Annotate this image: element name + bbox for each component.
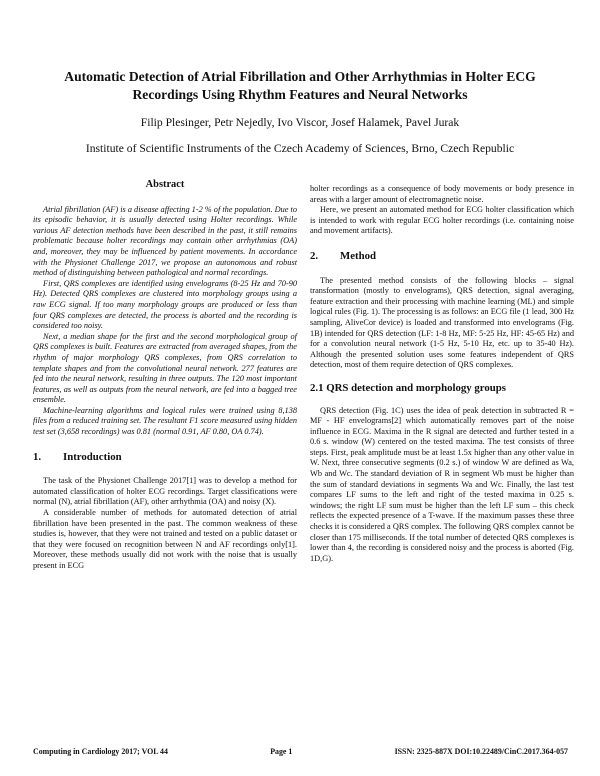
right-column: [310, 184, 574, 564]
introduction-body: [33, 476, 297, 571]
section-title: Method: [340, 249, 376, 262]
page-footer: [33, 747, 568, 756]
paper-title: Automatic Detection of Atrial Fibrillation and Other Arrhythmias in Holter ECG Recordings Using Rhythm Features and Neural Networks: [64, 69, 536, 102]
footer-page-number: Page 1: [270, 747, 293, 756]
body-paragraph: A considerable number of methods for automated detection of atrial fibrillation have been presented in the past. The common weakness of these studies is, however, that they were not trained and tested on a public dataset or that they were focused on recognition between N and AF recordings only[1]. Moreover, these methods usually did not work with the noise that is usually present in ECG: [33, 508, 297, 570]
method-body: [310, 276, 574, 371]
subsection-heading: 2.1 QRS detection and morphology groups: [310, 381, 506, 394]
abstract-paragraph: First, QRS complexes are identified using envelograms (8-25 Hz and 70-90 Hz). Detected QRS complexes are clustered into morphology groups using a raw ECG signal. If too many morphology groups are produced or less than four QRS complexes are detected, the process is aborted and the recording is considered too noisy.: [33, 278, 297, 331]
section-title: Introduction: [63, 450, 122, 463]
abstract-paragraph: Next, a median shape for the first and the second morphological group of QRS complexes is built. Features are extracted from averaged shapes, from the rhythm of major morphology QRS complexes, from QRS correlation to template shapes and from the convolutional neural network. 277 features are fed into the neural network, resulting in three outputs. The 120 most important features, as well as outputs from the neural network, are fed into a bagged tree ensemble.: [33, 331, 297, 405]
qrs-body: [310, 406, 574, 565]
section-number: 1.: [33, 450, 42, 463]
affiliation: Institute of Scientific Instruments of the Czech Academy of Sciences, Brno, Czech Republic: [85, 142, 515, 155]
body-paragraph: Here, we present an automated method for ECG holter classification which is intended to work with regular ECG holter recordings (i.e. containing noise and movement artifacts).: [310, 205, 574, 236]
method-heading: [310, 251, 574, 262]
abstract-paragraph: Machine-learning algorithms and logical rules were trained using 8,138 files from a reduced training set. The resultant F1 score measured using hidden test set (3,658 recordings) was 0.81 (normal 0.91, AF 0.80, OA 0.74).: [33, 405, 297, 437]
body-paragraph: The task of the Physionet Challenge 2017[1] was to develop a method for automated classification of holter ECG recordings. Target classifications were normal (N), atrial fibrillation (AF), other arrhythmia (OA) and noisy (X).: [33, 476, 297, 507]
footer-journal: Computing in Cardiology 2017; VOL 44: [33, 747, 168, 756]
introduction-heading: [33, 452, 297, 463]
introduction-continued: [310, 184, 574, 205]
body-paragraph: The presented method consists of the following blocks – signal transformation (mostly to envelograms), QRS detection, signal averaging, feature extraction and their processing with machine learning (ML) and simple logical rules (Fig. 1). The processing is as follows: an ECG file (1 lead, 300 Hz sampling, AliveCor device) is loaded and transformed into envelograms (Fig. 1B) intended for QRS detection (LF: 1-8 Hz, MF: 5-25 Hz, HF: 45-65 Hz) and for a convolution neural network (1-5 Hz, 5-10 Hz, etc. up to 35-40 Hz). Although the presented solution uses some features independent of QRS detection, most of them require detection of QRS complexes.: [310, 275, 574, 370]
abstract-body: [33, 205, 297, 438]
abstract-heading: Abstract: [145, 179, 185, 190]
body-paragraph: QRS detection (Fig. 1C) uses the idea of peak detection in subtracted R = MF - HF envelograms[2] which automatically removes part of the noise influence in ECG. Maxima in the R signal are detected and further tested in a 0.6 s. window (W) centered on the tested maxima. The test consists of three steps. First, peak amplitude must be at least 1.5x higher than any other value in W. Next, three consecutive segments (0.2 s.) of window W are defined as Wa, Wb and Wc. The standard deviation of R in segment Wb must be higher than the sum of standard deviations in segments Wa and Wc. Finally, the last test compares LF sums to the left and right of the tested maxima in 0.25 s. windows; the right LF sum must be higher than the left LF sum – this check reflects the expected presence of a T-wave. If the maximum passes these three checks it is considered a QRS complex. The following QRS complex cannot be closer than 175 milliseconds. If the total number of detected QRS complexes is lower than 4, the recording is considered noisy and the process is aborted (Fig. 1D,G).: [310, 405, 574, 563]
footer-doi: ISSN: 2325-887X DOI:10.22489/CinC.2017.364-057: [394, 747, 568, 756]
left-column: [33, 180, 297, 572]
body-paragraph: holter recordings as a consequence of body movements or body presence in areas with a larger amount of electromagnetic noise.: [310, 184, 574, 204]
introduction-end: [310, 205, 574, 237]
abstract-paragraph: Atrial fibrillation (AF) is a disease affecting 1-2 % of the population. Due to its episodic behavior, it is usually detected using Holter recordings. While various AF detection methods have been described in the past, it still remains problematic because holter recordings may contain other arrhythmias (OA) and, moreover, they may be influenced by patient movements. In accordance with the Physionet Challenge 2017, we propose an autonomous and robust method of distinguishing between pathological and normal recordings.: [33, 204, 297, 278]
author-list: Filip Plesinger, Petr Nejedly, Ivo Viscor, Josef Halamek, Pavel Jurak: [140, 116, 460, 129]
section-number: 2.: [310, 249, 319, 262]
